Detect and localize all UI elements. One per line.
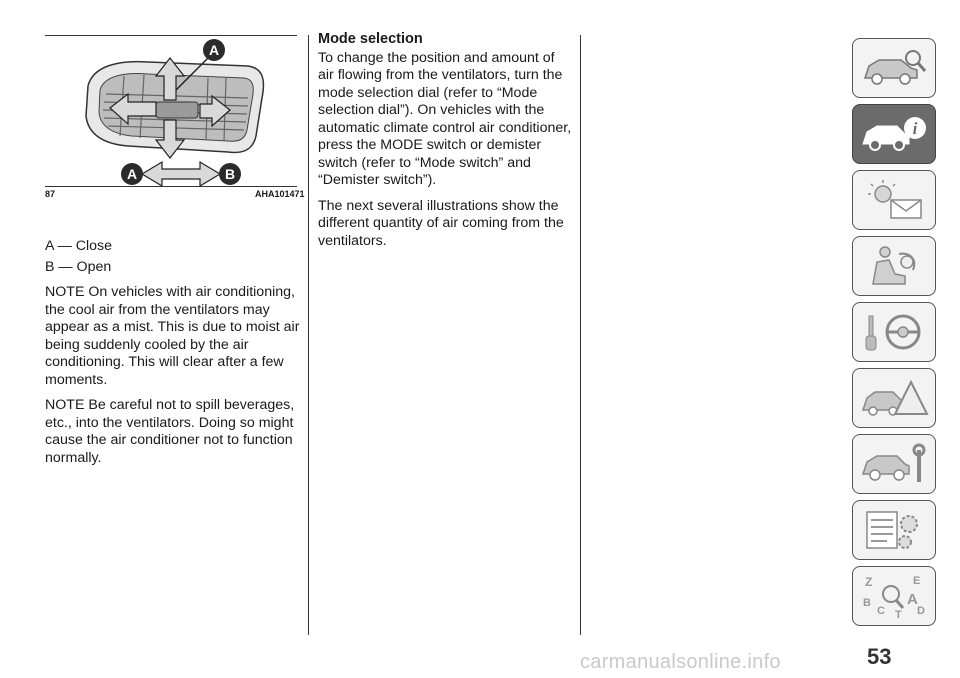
tab-knowing-car[interactable] [852,38,936,98]
section-heading: Mode selection [318,31,423,47]
figure-code: AHA101471 [255,189,305,199]
column-2 [318,31,572,258]
tab-index[interactable] [852,566,936,626]
chapter-tabs [852,38,940,632]
svg-text:D: D [917,605,925,617]
vent-knob [156,102,198,118]
svg-text:A: A [907,591,918,608]
key-steering-wheel-icon [859,310,929,354]
alphabetical-index-icon [859,574,929,618]
tab-servicing[interactable] [852,434,936,494]
figure-caption-rule [45,186,297,187]
paragraph-mode-change: To change the position and amount of air flowing from the ventilators, turn the mode selection dial (refer to “Mode selection dial”). On vehicles with the automatic climate control air conditioner, press the MODE switch or demister switch (refer to “Mode switch” and “Demister switch”). [318,49,572,188]
warning-light-message-icon [859,178,929,222]
column-divider-left [308,35,309,635]
car-info-icon [859,112,929,156]
tab-warning-lights[interactable] [852,170,936,230]
car-wrench-icon [859,442,929,486]
figure-number: 87 [45,189,56,199]
note-mist: NOTE On vehicles with air conditioning, the cool air from the ventilators may appear as a mist. This is due to moist air being suddenly cooled by the air conditioning. This will clear after a few moments. [45,284,300,388]
legend-item-close: A — Close [45,238,113,254]
callout-a-bottom-label: A [126,166,138,182]
watermark: carmanualsonline.info [580,651,781,673]
ventilator-figure [48,38,296,186]
open-close-arrow [142,162,220,186]
car-warning-triangle-icon [859,376,929,420]
ventilator-illustration [48,38,296,186]
svg-text:Z: Z [865,575,873,589]
tab-seats-airbags[interactable] [852,236,936,296]
column-divider-right [580,35,581,635]
paragraph-illustrations: The next several illustrations show the different quantity of air coming from the ventilators. [318,197,564,249]
callout-b-label: B [224,166,236,182]
page-number: 53 [867,644,892,669]
svg-text:C: C [877,605,885,617]
tab-technical-specs[interactable] [852,500,936,560]
svg-text:i: i [912,119,918,138]
tab-safety-info[interactable] [852,104,936,164]
note-spill: NOTE Be careful not to spill beverages, etc., into the ventilators. Doing so might cause the air conditioner not to function normally. [45,397,295,466]
svg-text:T: T [895,609,902,618]
svg-text:B: B [863,597,871,609]
tab-starting-driving[interactable] [852,302,936,362]
car-search-icon [859,46,929,90]
tab-emergency[interactable] [852,368,936,428]
seat-airbag-icon [859,244,929,288]
column-1 [45,238,301,475]
figure-top-rule [45,35,297,36]
specs-gears-icon [859,508,929,552]
callout-a-label: A [208,42,220,58]
svg-text:E: E [913,575,921,587]
legend-item-open: B — Open [45,258,112,275]
